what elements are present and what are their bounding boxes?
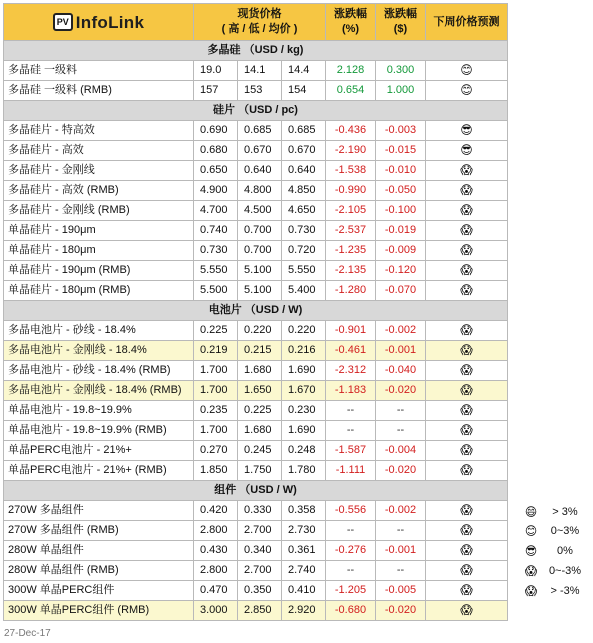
price-low: 0.245 — [238, 441, 282, 461]
forecast-emoji-icon: 😱 — [426, 281, 508, 301]
change-percent: -2.312 — [326, 361, 376, 381]
price-low: 0.700 — [238, 241, 282, 261]
change-percent: -0.436 — [326, 121, 376, 141]
price-high: 0.225 — [194, 321, 238, 341]
change-amount: -- — [376, 401, 426, 421]
legend-label: > -3% — [550, 585, 580, 597]
change-amount: -0.002 — [376, 501, 426, 521]
col-header-chg-pct-line: (%) — [341, 23, 360, 35]
product-name: 多晶硅 一级料 (RMB) — [4, 81, 194, 101]
legend-label: 0~-3% — [548, 565, 582, 577]
col-header-chg-pct-label — [334, 8, 367, 35]
section-header-row — [4, 301, 508, 321]
table-row — [4, 601, 508, 621]
price-high: 4.700 — [194, 201, 238, 221]
forecast-emoji-icon: 😱 — [426, 601, 508, 621]
table-row — [4, 241, 508, 261]
price-low: 0.700 — [238, 221, 282, 241]
forecast-emoji-icon: 😱 — [426, 461, 508, 481]
table-row — [4, 421, 508, 441]
product-name: 多晶硅片 - 高效 (RMB) — [4, 181, 194, 201]
product-name: 270W 多晶组件 (RMB) — [4, 521, 194, 541]
product-name: 多晶硅片 - 特高效 — [4, 121, 194, 141]
price-avg: 2.740 — [282, 561, 326, 581]
product-name: 单晶电池片 - 19.8~19.9% — [4, 401, 194, 421]
legend-item — [521, 542, 589, 560]
price-low: 5.100 — [238, 281, 282, 301]
price-high: 3.000 — [194, 601, 238, 621]
forecast-emoji-icon: 😊 — [426, 61, 508, 81]
forecast-emoji-icon: 😱 — [426, 441, 508, 461]
price-low: 2.700 — [238, 561, 282, 581]
change-amount: -0.002 — [376, 321, 426, 341]
product-name: 单晶电池片 - 19.8~19.9% (RMB) — [4, 421, 194, 441]
price-avg: 0.358 — [282, 501, 326, 521]
legend-item — [521, 582, 589, 600]
product-name: 300W 单晶PERC组件 (RMB) — [4, 601, 194, 621]
price-avg: 1.670 — [282, 381, 326, 401]
price-high: 5.550 — [194, 261, 238, 281]
product-name: 单晶硅片 - 180μm (RMB) — [4, 281, 194, 301]
change-amount: -0.100 — [376, 201, 426, 221]
price-high: 0.680 — [194, 141, 238, 161]
legend-label: 0% — [557, 545, 573, 557]
table-row — [4, 81, 508, 101]
col-header-price-label — [222, 8, 298, 35]
change-amount: -0.001 — [376, 341, 426, 361]
section-title: 多晶硅 （USD / kg) — [4, 41, 508, 61]
change-percent: -2.190 — [326, 141, 376, 161]
price-high: 0.690 — [194, 121, 238, 141]
forecast-emoji-icon: 😱 — [426, 321, 508, 341]
table-row — [4, 141, 508, 161]
change-amount: 1.000 — [376, 81, 426, 101]
table-row — [4, 161, 508, 181]
price-low: 5.100 — [238, 261, 282, 281]
forecast-emoji-icon: 😎 — [426, 121, 508, 141]
change-percent: -0.990 — [326, 181, 376, 201]
table-row — [4, 321, 508, 341]
change-percent: -0.680 — [326, 601, 376, 621]
product-name: 多晶电池片 - 金刚线 - 18.4% — [4, 341, 194, 361]
change-percent: -2.105 — [326, 201, 376, 221]
table-row — [4, 61, 508, 81]
price-avg: 1.780 — [282, 461, 326, 481]
forecast-emoji-icon: 😎 — [426, 141, 508, 161]
change-amount: -0.010 — [376, 161, 426, 181]
change-amount: -0.004 — [376, 441, 426, 461]
col-header-price — [194, 4, 326, 41]
table-body — [4, 41, 508, 621]
product-name: 多晶硅片 - 高效 — [4, 141, 194, 161]
price-high: 1.700 — [194, 421, 238, 441]
forecast-emoji-icon: 😱 — [426, 421, 508, 441]
logo-wordmark: InfoLink — [75, 12, 145, 32]
price-low: 2.700 — [238, 521, 282, 541]
legend-label: > 3% — [552, 506, 578, 518]
change-percent: -1.587 — [326, 441, 376, 461]
change-percent: -- — [326, 401, 376, 421]
forecast-emoji-icon: 😱 — [426, 581, 508, 601]
price-low: 0.215 — [238, 341, 282, 361]
change-percent: -2.537 — [326, 221, 376, 241]
legend-emoji-icon: 😎 — [524, 544, 538, 558]
price-avg: 0.220 — [282, 321, 326, 341]
price-high: 0.235 — [194, 401, 238, 421]
product-name: 多晶电池片 - 砂线 - 18.4% (RMB) — [4, 361, 194, 381]
price-avg: 1.690 — [282, 421, 326, 441]
price-high: 2.800 — [194, 521, 238, 541]
price-table — [3, 3, 508, 621]
price-low: 1.650 — [238, 381, 282, 401]
change-amount: -0.020 — [376, 461, 426, 481]
change-amount: -- — [376, 421, 426, 441]
price-low: 0.330 — [238, 501, 282, 521]
change-percent: -1.183 — [326, 381, 376, 401]
product-name: 单晶硅片 - 190μm (RMB) — [4, 261, 194, 281]
col-header-chg-pct-line: 涨跌幅 — [334, 8, 367, 20]
change-amount: -0.120 — [376, 261, 426, 281]
change-percent: 0.654 — [326, 81, 376, 101]
price-low: 0.220 — [238, 321, 282, 341]
change-amount: -0.009 — [376, 241, 426, 261]
price-high: 157 — [194, 81, 238, 101]
product-name: 单晶PERC电池片 - 21%+ (RMB) — [4, 461, 194, 481]
price-avg: 2.730 — [282, 521, 326, 541]
legend-emoji-icon: 😱 — [524, 564, 538, 578]
change-percent: -- — [326, 561, 376, 581]
price-low: 14.1 — [238, 61, 282, 81]
table-row — [4, 181, 508, 201]
forecast-emoji-icon: 😊 — [426, 81, 508, 101]
price-high: 0.219 — [194, 341, 238, 361]
change-percent: -1.280 — [326, 281, 376, 301]
section-title: 电池片 （USD / W) — [4, 301, 508, 321]
price-avg: 0.730 — [282, 221, 326, 241]
price-high: 0.650 — [194, 161, 238, 181]
change-amount: -0.050 — [376, 181, 426, 201]
change-percent: 2.128 — [326, 61, 376, 81]
change-percent: -1.538 — [326, 161, 376, 181]
table-header-row — [4, 4, 508, 41]
change-percent: -- — [326, 521, 376, 541]
change-percent: -1.111 — [326, 461, 376, 481]
legend-item — [521, 522, 589, 540]
price-high: 5.500 — [194, 281, 238, 301]
product-name: 280W 单晶组件 (RMB) — [4, 561, 194, 581]
price-high: 0.470 — [194, 581, 238, 601]
forecast-emoji-icon: 😱 — [426, 241, 508, 261]
forecast-emoji-icon: 😱 — [426, 521, 508, 541]
table-row — [4, 361, 508, 381]
table-row — [4, 121, 508, 141]
forecast-emoji-icon: 😱 — [426, 541, 508, 561]
col-header-chg-abs-line: ($) — [393, 23, 408, 35]
table-row — [4, 541, 508, 561]
price-low: 0.670 — [238, 141, 282, 161]
table-row — [4, 501, 508, 521]
col-header-price-line: ( 高 / 低 / 均价 ) — [221, 23, 298, 35]
price-high: 0.430 — [194, 541, 238, 561]
product-name: 300W 单晶PERC组件 — [4, 581, 194, 601]
change-percent: -0.901 — [326, 321, 376, 341]
price-avg: 0.640 — [282, 161, 326, 181]
product-name: 单晶硅片 - 190μm — [4, 221, 194, 241]
forecast-emoji-icon: 😱 — [426, 181, 508, 201]
price-avg: 0.230 — [282, 401, 326, 421]
price-low: 4.800 — [238, 181, 282, 201]
price-low: 0.640 — [238, 161, 282, 181]
change-amount: -0.005 — [376, 581, 426, 601]
table-row — [4, 221, 508, 241]
change-amount: -0.003 — [376, 121, 426, 141]
table-row — [4, 581, 508, 601]
product-name: 多晶硅 一级料 — [4, 61, 194, 81]
table-row — [4, 381, 508, 401]
change-percent: -- — [326, 421, 376, 441]
product-name: 280W 单晶组件 — [4, 541, 194, 561]
legend-emoji-icon: 😄 — [524, 505, 538, 519]
date-stamp: 27-Dec-17 — [4, 628, 51, 639]
change-percent: -1.205 — [326, 581, 376, 601]
change-amount: -0.040 — [376, 361, 426, 381]
price-high: 1.850 — [194, 461, 238, 481]
table-row — [4, 341, 508, 361]
price-high: 2.800 — [194, 561, 238, 581]
change-amount: -0.001 — [376, 541, 426, 561]
change-amount: -0.070 — [376, 281, 426, 301]
price-low: 1.680 — [238, 361, 282, 381]
col-header-forecast: 下周价格预测 — [426, 4, 508, 41]
price-low: 1.680 — [238, 421, 282, 441]
section-header-row — [4, 41, 508, 61]
price-high: 0.730 — [194, 241, 238, 261]
price-avg: 0.685 — [282, 121, 326, 141]
legend-item — [521, 503, 589, 521]
forecast-emoji-icon: 😱 — [426, 261, 508, 281]
price-low: 0.350 — [238, 581, 282, 601]
forecast-emoji-icon: 😱 — [426, 201, 508, 221]
product-name: 单晶硅片 - 180μm — [4, 241, 194, 261]
price-avg: 0.361 — [282, 541, 326, 561]
price-avg: 0.216 — [282, 341, 326, 361]
price-low: 2.850 — [238, 601, 282, 621]
table-row — [4, 281, 508, 301]
change-amount: -- — [376, 561, 426, 581]
price-avg: 4.650 — [282, 201, 326, 221]
change-amount: -0.020 — [376, 381, 426, 401]
price-high: 0.420 — [194, 501, 238, 521]
product-name: 多晶电池片 - 砂线 - 18.4% — [4, 321, 194, 341]
forecast-emoji-icon: 😱 — [426, 361, 508, 381]
price-low: 0.685 — [238, 121, 282, 141]
col-header-chg-pct — [326, 4, 376, 41]
price-high: 0.270 — [194, 441, 238, 461]
logo-cell — [4, 4, 194, 41]
price-avg: 0.670 — [282, 141, 326, 161]
col-header-chg-abs — [376, 4, 426, 41]
section-title: 硅片 （USD / pc) — [4, 101, 508, 121]
price-avg: 154 — [282, 81, 326, 101]
change-percent: -2.135 — [326, 261, 376, 281]
price-low: 0.340 — [238, 541, 282, 561]
price-avg: 14.4 — [282, 61, 326, 81]
forecast-emoji-icon: 😱 — [426, 501, 508, 521]
price-avg: 5.550 — [282, 261, 326, 281]
change-percent: -0.461 — [326, 341, 376, 361]
forecast-emoji-icon: 😱 — [426, 221, 508, 241]
product-name: 270W 多晶组件 — [4, 501, 194, 521]
change-percent: -0.276 — [326, 541, 376, 561]
change-amount: 0.300 — [376, 61, 426, 81]
col-header-chg-abs-line: 涨跌幅 — [384, 8, 417, 20]
product-name: 多晶电池片 - 金刚线 - 18.4% (RMB) — [4, 381, 194, 401]
change-amount: -0.015 — [376, 141, 426, 161]
table-row — [4, 201, 508, 221]
change-amount: -0.019 — [376, 221, 426, 241]
product-name: 单晶PERC电池片 - 21%+ — [4, 441, 194, 461]
change-amount: -0.020 — [376, 601, 426, 621]
table-row — [4, 561, 508, 581]
col-header-chg-abs-label — [384, 8, 417, 35]
section-title: 组件 （USD / W) — [4, 481, 508, 501]
table-row — [4, 441, 508, 461]
price-high: 1.700 — [194, 361, 238, 381]
table-row — [4, 461, 508, 481]
price-avg: 1.690 — [282, 361, 326, 381]
section-header-row — [4, 481, 508, 501]
price-avg: 0.720 — [282, 241, 326, 261]
product-name: 多晶硅片 - 金刚线 — [4, 161, 194, 181]
section-header-row — [4, 101, 508, 121]
forecast-emoji-icon: 😱 — [426, 161, 508, 181]
legend-label: 0~3% — [550, 525, 580, 537]
table-row — [4, 261, 508, 281]
product-name: 多晶硅片 - 金刚线 (RMB) — [4, 201, 194, 221]
col-header-price-line: 现货价格 — [237, 8, 282, 20]
price-avg: 5.400 — [282, 281, 326, 301]
table-row — [4, 521, 508, 541]
infolink-logo — [4, 4, 193, 40]
price-low: 0.225 — [238, 401, 282, 421]
price-avg: 0.248 — [282, 441, 326, 461]
legend-item — [521, 562, 589, 580]
price-avg: 0.410 — [282, 581, 326, 601]
price-high: 4.900 — [194, 181, 238, 201]
change-percent: -0.556 — [326, 501, 376, 521]
price-avg: 4.850 — [282, 181, 326, 201]
forecast-emoji-icon: 😱 — [426, 401, 508, 421]
change-amount: -- — [376, 521, 426, 541]
price-low: 4.500 — [238, 201, 282, 221]
price-high: 0.740 — [194, 221, 238, 241]
logo-pv-mark: PV — [53, 13, 73, 31]
price-low: 153 — [238, 81, 282, 101]
forecast-emoji-icon: 😱 — [426, 561, 508, 581]
forecast-emoji-icon: 😱 — [426, 341, 508, 361]
forecast-emoji-icon: 😱 — [426, 381, 508, 401]
change-percent: -1.235 — [326, 241, 376, 261]
price-high: 19.0 — [194, 61, 238, 81]
price-low: 1.750 — [238, 461, 282, 481]
legend-emoji-icon: 😱 — [524, 584, 538, 598]
price-high: 1.700 — [194, 381, 238, 401]
price-avg: 2.920 — [282, 601, 326, 621]
table-row — [4, 401, 508, 421]
legend-emoji-icon: 😊 — [524, 524, 538, 538]
